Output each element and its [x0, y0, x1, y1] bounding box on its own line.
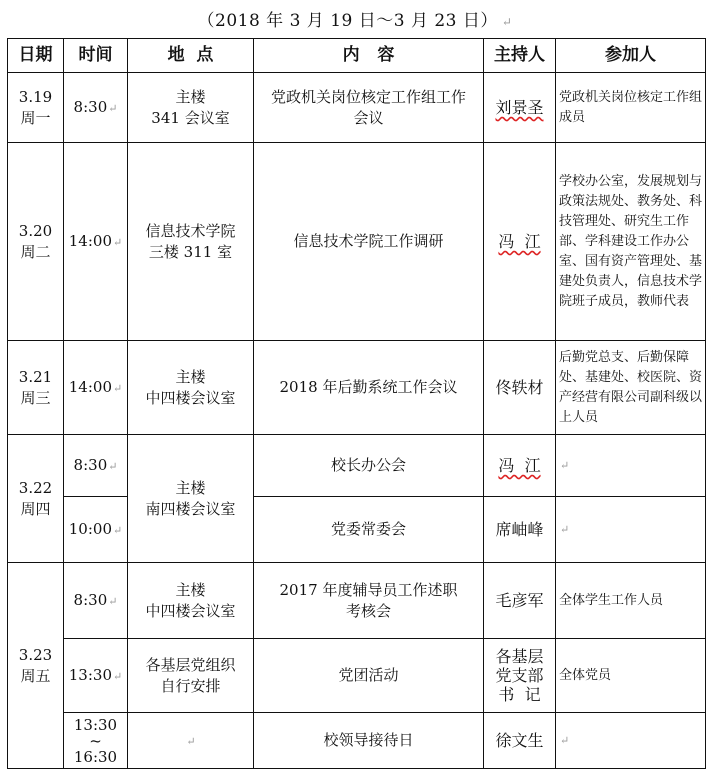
content-cell: 党团活动	[254, 639, 484, 713]
place-cell: 主楼 南四楼会议室	[128, 435, 254, 563]
attendees-cell: 全体学生工作人员	[556, 563, 706, 639]
attendees-cell: ↵	[556, 435, 706, 497]
host-cell: 徐文生	[484, 713, 556, 769]
table-row	[8, 713, 706, 769]
place-cell: 各基层党组织 自行安排	[128, 639, 254, 713]
header-date: 日期	[8, 39, 64, 73]
host-cell: 冯 江	[484, 143, 556, 341]
date-cell: 3.21 周三	[8, 341, 64, 435]
place-cell: 主楼 中四楼会议室	[128, 563, 254, 639]
time-cell: 8:30↵	[64, 435, 128, 497]
date-cell: 3.20 周二	[8, 143, 64, 341]
place-cell: ↵	[128, 713, 254, 769]
attendees-cell: 学校办公室，发展规划与政策法规处、教务处、科技管理处、研究生工作部、学科建设工作办公室、国有资产管理处、基建处负责人，信息技术学院班子成员，教师代表	[556, 143, 706, 341]
date-cell: 3.19 周一	[8, 73, 64, 143]
table-row	[8, 73, 706, 143]
header-place: 地 点	[128, 39, 254, 73]
time-cell: 13:30 ~ 16:30	[64, 713, 128, 769]
host-cell: 毛彦军	[484, 563, 556, 639]
host-cell: 各基层 党支部 书 记	[484, 639, 556, 713]
header-row	[8, 39, 706, 73]
time-cell: 14:00↵	[64, 341, 128, 435]
time-cell: 14:00↵	[64, 143, 128, 341]
content-cell: 信息技术学院工作调研	[254, 143, 484, 341]
table-row	[8, 639, 706, 713]
host-cell: 冯 江	[484, 435, 556, 497]
attendees-cell: ↵	[556, 497, 706, 563]
content-cell: 2018 年后勤系统工作会议	[254, 341, 484, 435]
schedule-table	[7, 38, 706, 769]
table-row	[8, 143, 706, 341]
host-cell: 佟轶材	[484, 341, 556, 435]
table-row	[8, 497, 706, 563]
content-cell: 党政机关岗位核定工作组工作会议	[254, 73, 484, 143]
header-host: 主持人	[484, 39, 556, 73]
attendees-cell: 后勤党总支、后勤保障处、基建处、校医院、资产经营有限公司副科级以上人员	[556, 341, 706, 435]
table-row	[8, 563, 706, 639]
attendees-cell: 党政机关岗位核定工作组成员	[556, 73, 706, 143]
place-cell: 信息技术学院 三楼 311 室	[128, 143, 254, 341]
time-cell: 8:30↵	[64, 563, 128, 639]
header-attendees: 参加人	[556, 39, 706, 73]
date-cell: 3.23 周五	[8, 563, 64, 769]
attendees-cell: 全体党员	[556, 639, 706, 713]
content-cell: 校领导接待日	[254, 713, 484, 769]
content-cell: 2017 年度辅导员工作述职 考核会	[254, 563, 484, 639]
content-cell: 校长办公会	[254, 435, 484, 497]
schedule-title: （2018 年 3 月 19 日～3 月 23 日） ↵	[197, 11, 513, 31]
place-cell: 主楼 341 会议室	[128, 73, 254, 143]
place-cell: 主楼 中四楼会议室	[128, 341, 254, 435]
attendees-cell: ↵	[556, 713, 706, 769]
header-content: 内 容	[254, 39, 484, 73]
host-cell: 刘景圣	[484, 73, 556, 143]
header-time: 时间	[64, 39, 128, 73]
table-row	[8, 435, 706, 497]
time-cell: 10:00↵	[64, 497, 128, 563]
content-cell: 党委常委会	[254, 497, 484, 563]
table-row	[8, 341, 706, 435]
host-cell: 席岫峰	[484, 497, 556, 563]
time-cell: 8:30↵	[64, 73, 128, 143]
time-cell: 13:30↵	[64, 639, 128, 713]
date-cell: 3.22 周四	[8, 435, 64, 563]
